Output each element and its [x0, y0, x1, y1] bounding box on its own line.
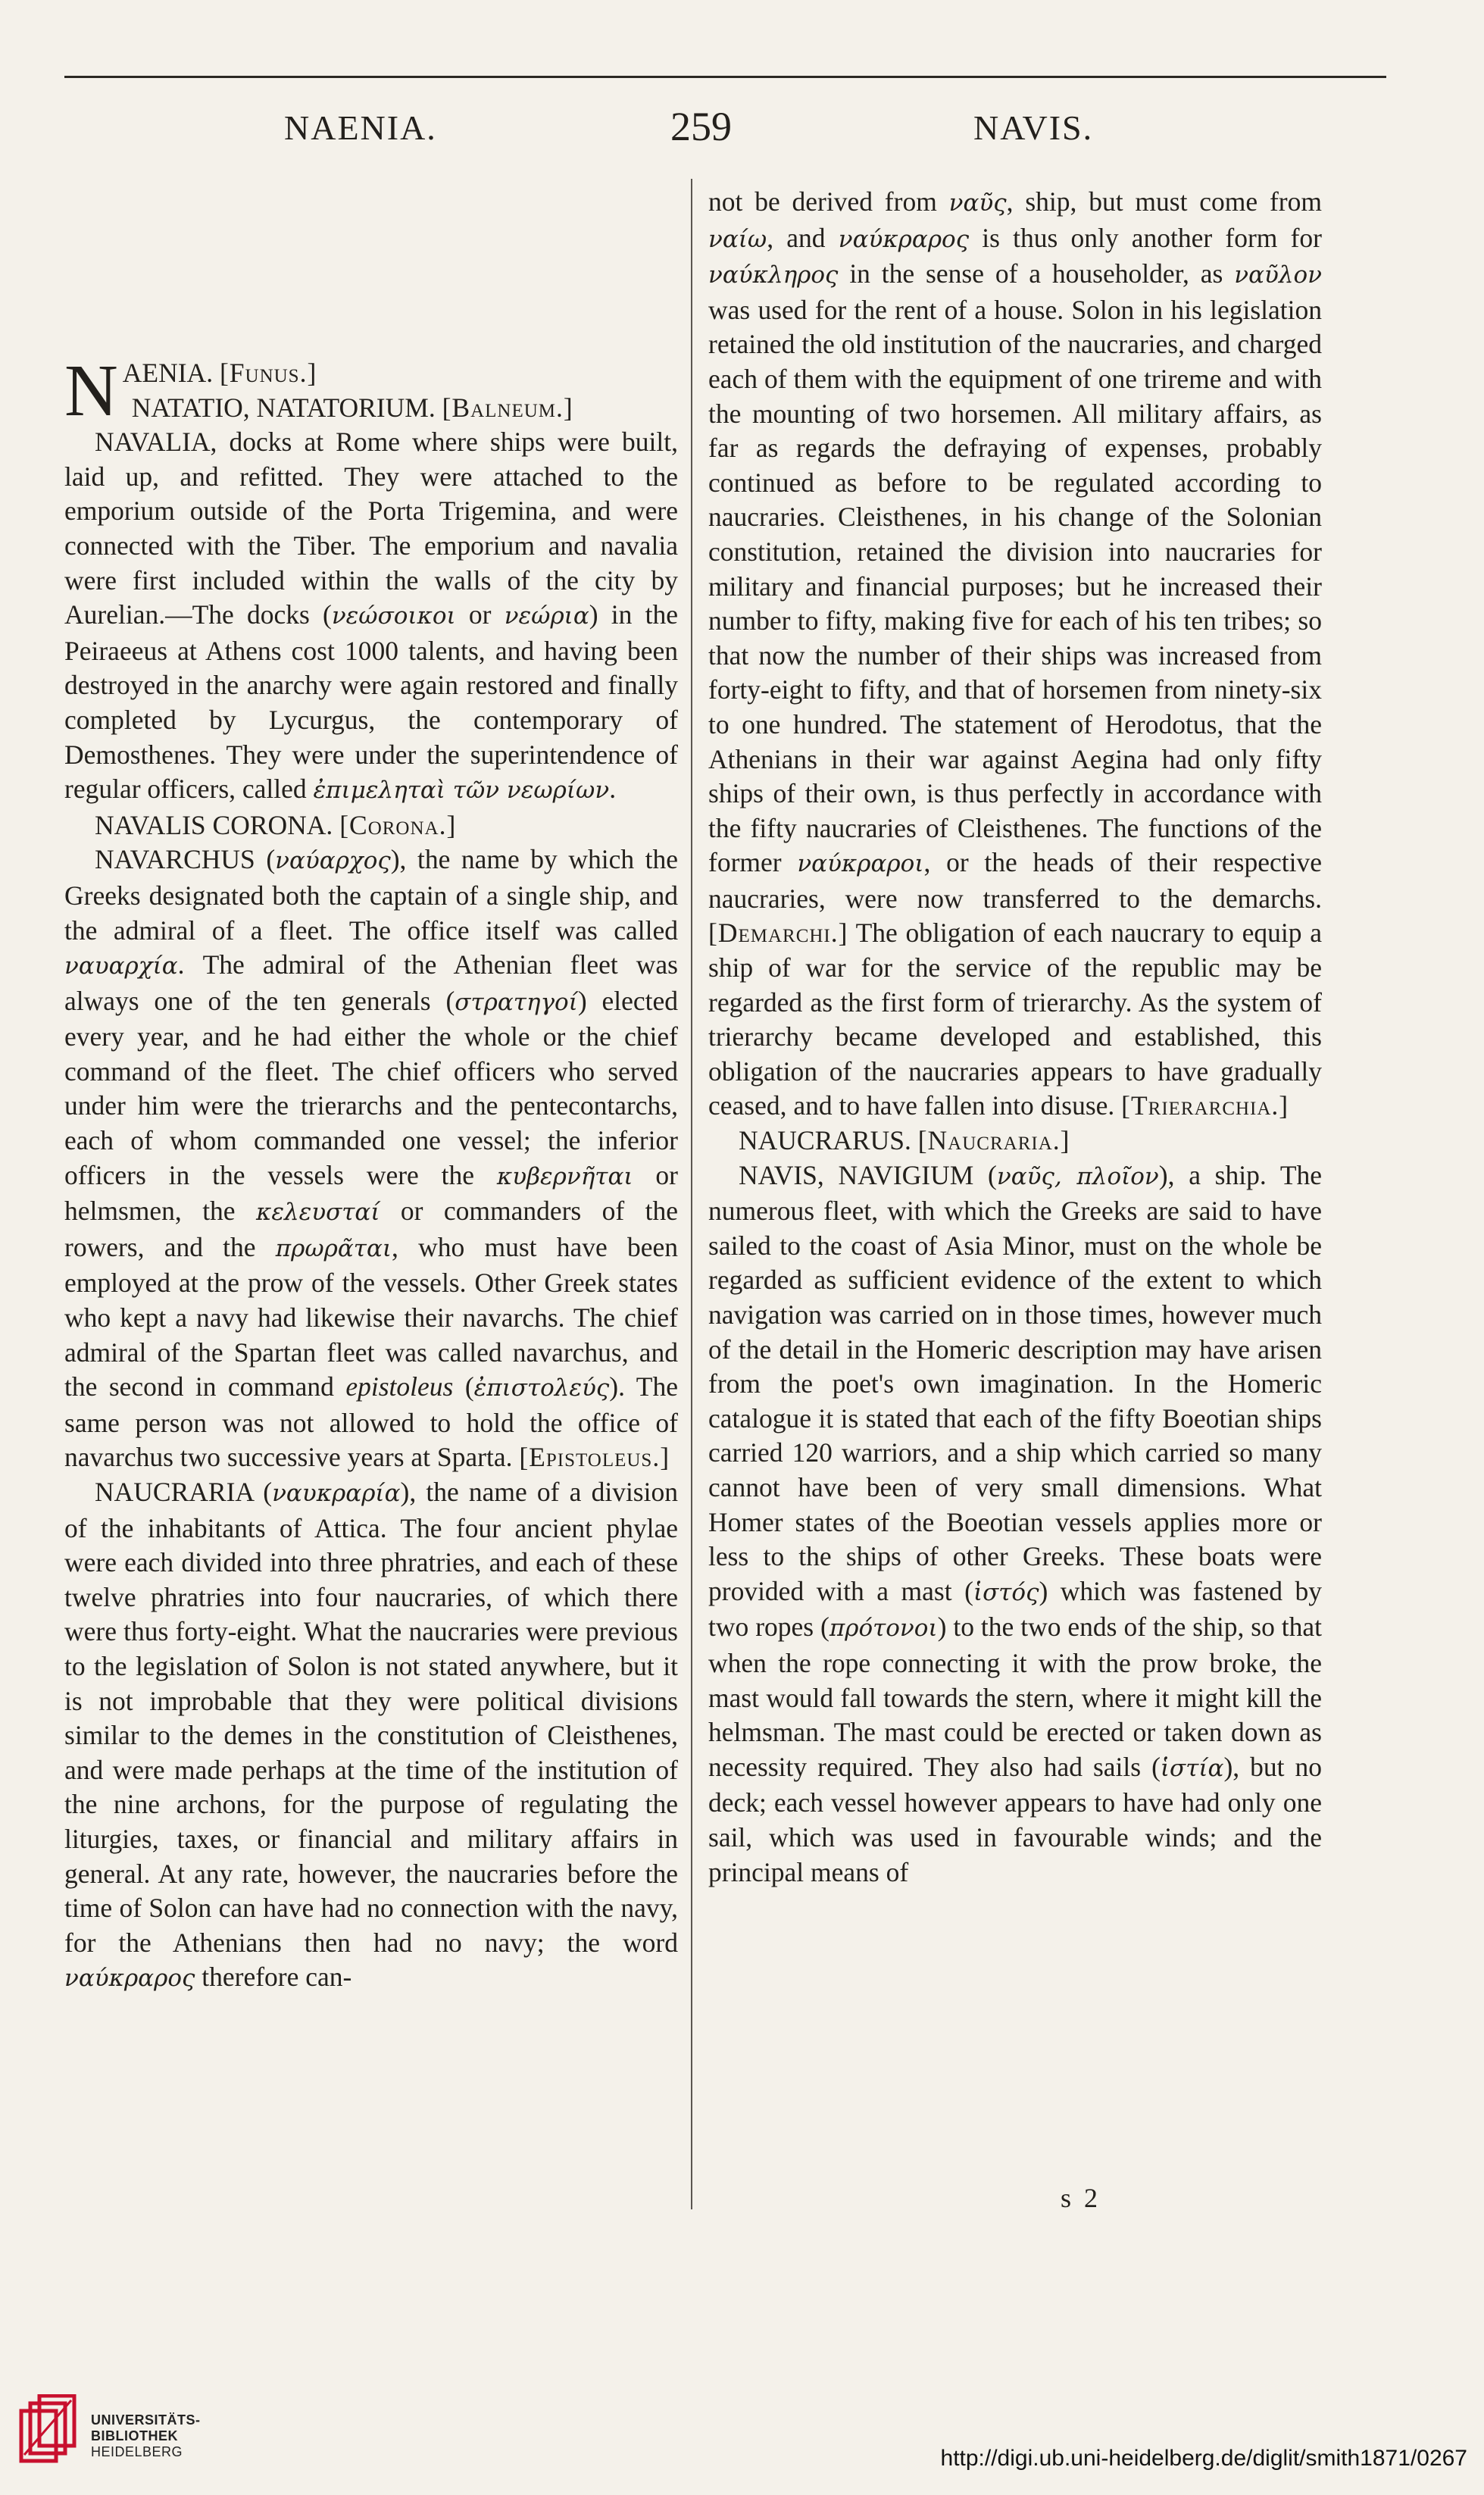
entry-head: NAVALIS CORONA. — [95, 809, 333, 840]
page-number: 259 — [670, 104, 732, 149]
entry-naucraria-continued: not be derived from ναῦς, ship, but must come from ναίω, and ναύκραρος is thus only another form for ναύκληρος in the sense of a householder, as ναῦλον was used for the rent of a house. Solon in his legislation retained the old institution of the naucraries, and charged each of them with the equipment of one trireme and with the mounting of two horsemen. All military affairs, as far as regards the defraying of expenses, probably continued as before to be regulated according to naucraries. Cleisthenes, in his change of the Solonian constitution, retained the division into naucraries for military and financial purposes; but he increased their number to fifty, making five for each of his ten tribes; so that now the number of their ships was increased from forty-eight to fifty, and that of horsemen from ninety-six to one hundred. The statement of Herodotus, that the Athenians in their war against Aegina had only fifty ships of their own, is thus perfectly in accordance with the fifty naucraries of Cleisthenes. The functions of the former ναύκραροι, or the heads of their respective naucraries, were now transferred to the demarchs. [Demarchi.] The obligation of each naucrary to equip a ship of war for the service of the republic may be regarded as the first form of trierarchy. As the system of trierarchy became developed and established, this obligation of the naucraries appears to have gradually ceased, and to have fallen into disuse. [Trierarchia.] — [708, 186, 1322, 1121]
column-divider — [691, 179, 692, 2209]
entry-naucraria: NAUCRARIA (ναυκραρία), the name of a division of the inhabitants of Attica. The four ancient phylae were each divided into three phratries, and each of these twelve phratries into four naucraries, of which there were thus forty-eight. What the naucraries were previous to the legislation of Solon is not stated anywhere, but it is not improbable that they were political divisions similar to the demes in the constitution of Cleisthenes, and were made perhaps at the time of the institution of the nine archons, for the purpose of regulating the liturgies, taxes, or financial and military affairs in general. At any rate, however, the naucraries before the time of Solon can have had no connection with the navy, for the Athenians then had no navy; the word ναύκραρος therefore can- — [64, 1477, 678, 1993]
running-head — [64, 104, 1386, 153]
drop-cap: N — [64, 350, 118, 432]
entry-navis: NAVIS, NAVIGIUM (ναῦς, πλοῖον), a ship. The numerous fleet, with which the Greeks are said to have sailed to the coast of Asia Minor, must on the whole be regarded as sufficient evidence of the extent to which navigation was carried on in those times, however much of the detail in the Homeric description may have arisen from the poet's own imagination. In the Homeric catalogue it is stated that each of the fifty Boeotian ships carried 120 warriors, and a ship which carried so many cannot have been of very small dimensions. What Homer states of the Boeotian vessels applies more or less to the ships of other Greeks. These boats were provided with a mast (ἱστός) which was fastened by two ropes (πρότονοι) to the two ends of the ship, so that when the rope connecting it with the prow broke, the mast would fall towards the stern, where it might kill the helmsman. The mast could be erected or taken down as necessity required. They also had sails (ἱστία), but no deck; each vessel however appears to have had only one sail, which was used in favourable winds; and the principal means of — [708, 1159, 1323, 1887]
left-column — [64, 350, 678, 1996]
signature-mark: s 2 — [1061, 2183, 1101, 2213]
entry-head: NAVALIA, — [95, 427, 217, 458]
cross-reference: [Epistoleus.] — [519, 1442, 670, 1473]
cross-reference: [Naucraria.] — [917, 1125, 1070, 1156]
entry-head: NAVIS, NAVIGIUM — [739, 1159, 974, 1190]
cross-reference: [Demarchi.] — [708, 918, 848, 949]
running-head-left: NAENIA. — [284, 108, 437, 147]
cross-reference: [Funus.] — [219, 358, 317, 388]
entry-naucrarus — [708, 1124, 1322, 1158]
entry-head: NAUCRARIA — [95, 1477, 254, 1507]
cross-reference: [Corona.] — [339, 809, 457, 840]
entry-head: NAUCRARUS. — [739, 1125, 911, 1156]
cross-reference: [Balneum.] — [442, 392, 573, 423]
entry-head: NAVARCHUS — [95, 844, 255, 875]
library-logo-icon — [17, 2394, 82, 2465]
running-head-right: NAVIS. — [973, 108, 1094, 147]
source-url[interactable]: http://digi.ub.uni-heidelberg.de/diglit/smith1871/0267 — [940, 2446, 1467, 2471]
entry-navalia: NAVALIA, docks at Rome where ships were built, laid up, and refitted. They were attached to the emporium outside of the Porta Trigemina, and were connected with the Tiber. The emporium and navalia were first included within the walls of the city by Aurelian.—The docks (νεώσοικοι or νεώρια) in the Peiraeeus at Athens cost 1000 talents, and having been destroyed in the anarchy were again restored and finally completed by Lycurgus, the contemporary of Demosthenes. They were under the superintendence of regular officers, called ἐπιμεληταὶ τῶν νεωρίων. — [64, 427, 678, 805]
entry-navarchus: NAVARCHUS (ναύαρχος), the name by which the Greeks designated both the captain of a single ship, and the admiral of a fleet. The office itself was called ναυαρχία. The admiral of the Athenian fleet was always one of the ten generals (στρατηγοί) elected every year, and he had either the whole or the chief command of the fleet. The chief officers who served under him were the trierarchs and the pentecontarchs, each of whom commanded one vessel; the inferior officers in the vessels were the κυβερνῆται or helmsmen, the κελευσταί or commanders of the rowers, and the πρωρᾶται, who must have been employed at the prow of the vessels. Other Greek states who kept a navy had likewise their navarchs. The chief admiral of the Spartan fleet was called navarchus, and the second in command epistoleus (ἐπιστολεύς). The same person was not allowed to hold the office of navarchus two successive years at Sparta. [Epistoleus.] — [64, 844, 678, 1473]
library-logo-text: UNIVERSITÄTS- BIBLIOTHEK HEIDELBERG — [91, 2412, 201, 2459]
entry-navalis-corona — [64, 808, 678, 843]
library-logo — [17, 2394, 201, 2470]
cross-reference: [Trierarchia.] — [1121, 1090, 1289, 1121]
top-rule — [64, 76, 1386, 78]
right-column — [708, 185, 1322, 1890]
entry-head: NATATIO, NATATORIUM. — [131, 392, 436, 423]
entry-natatio — [64, 391, 678, 426]
entry-head: AENIA. — [122, 358, 214, 388]
